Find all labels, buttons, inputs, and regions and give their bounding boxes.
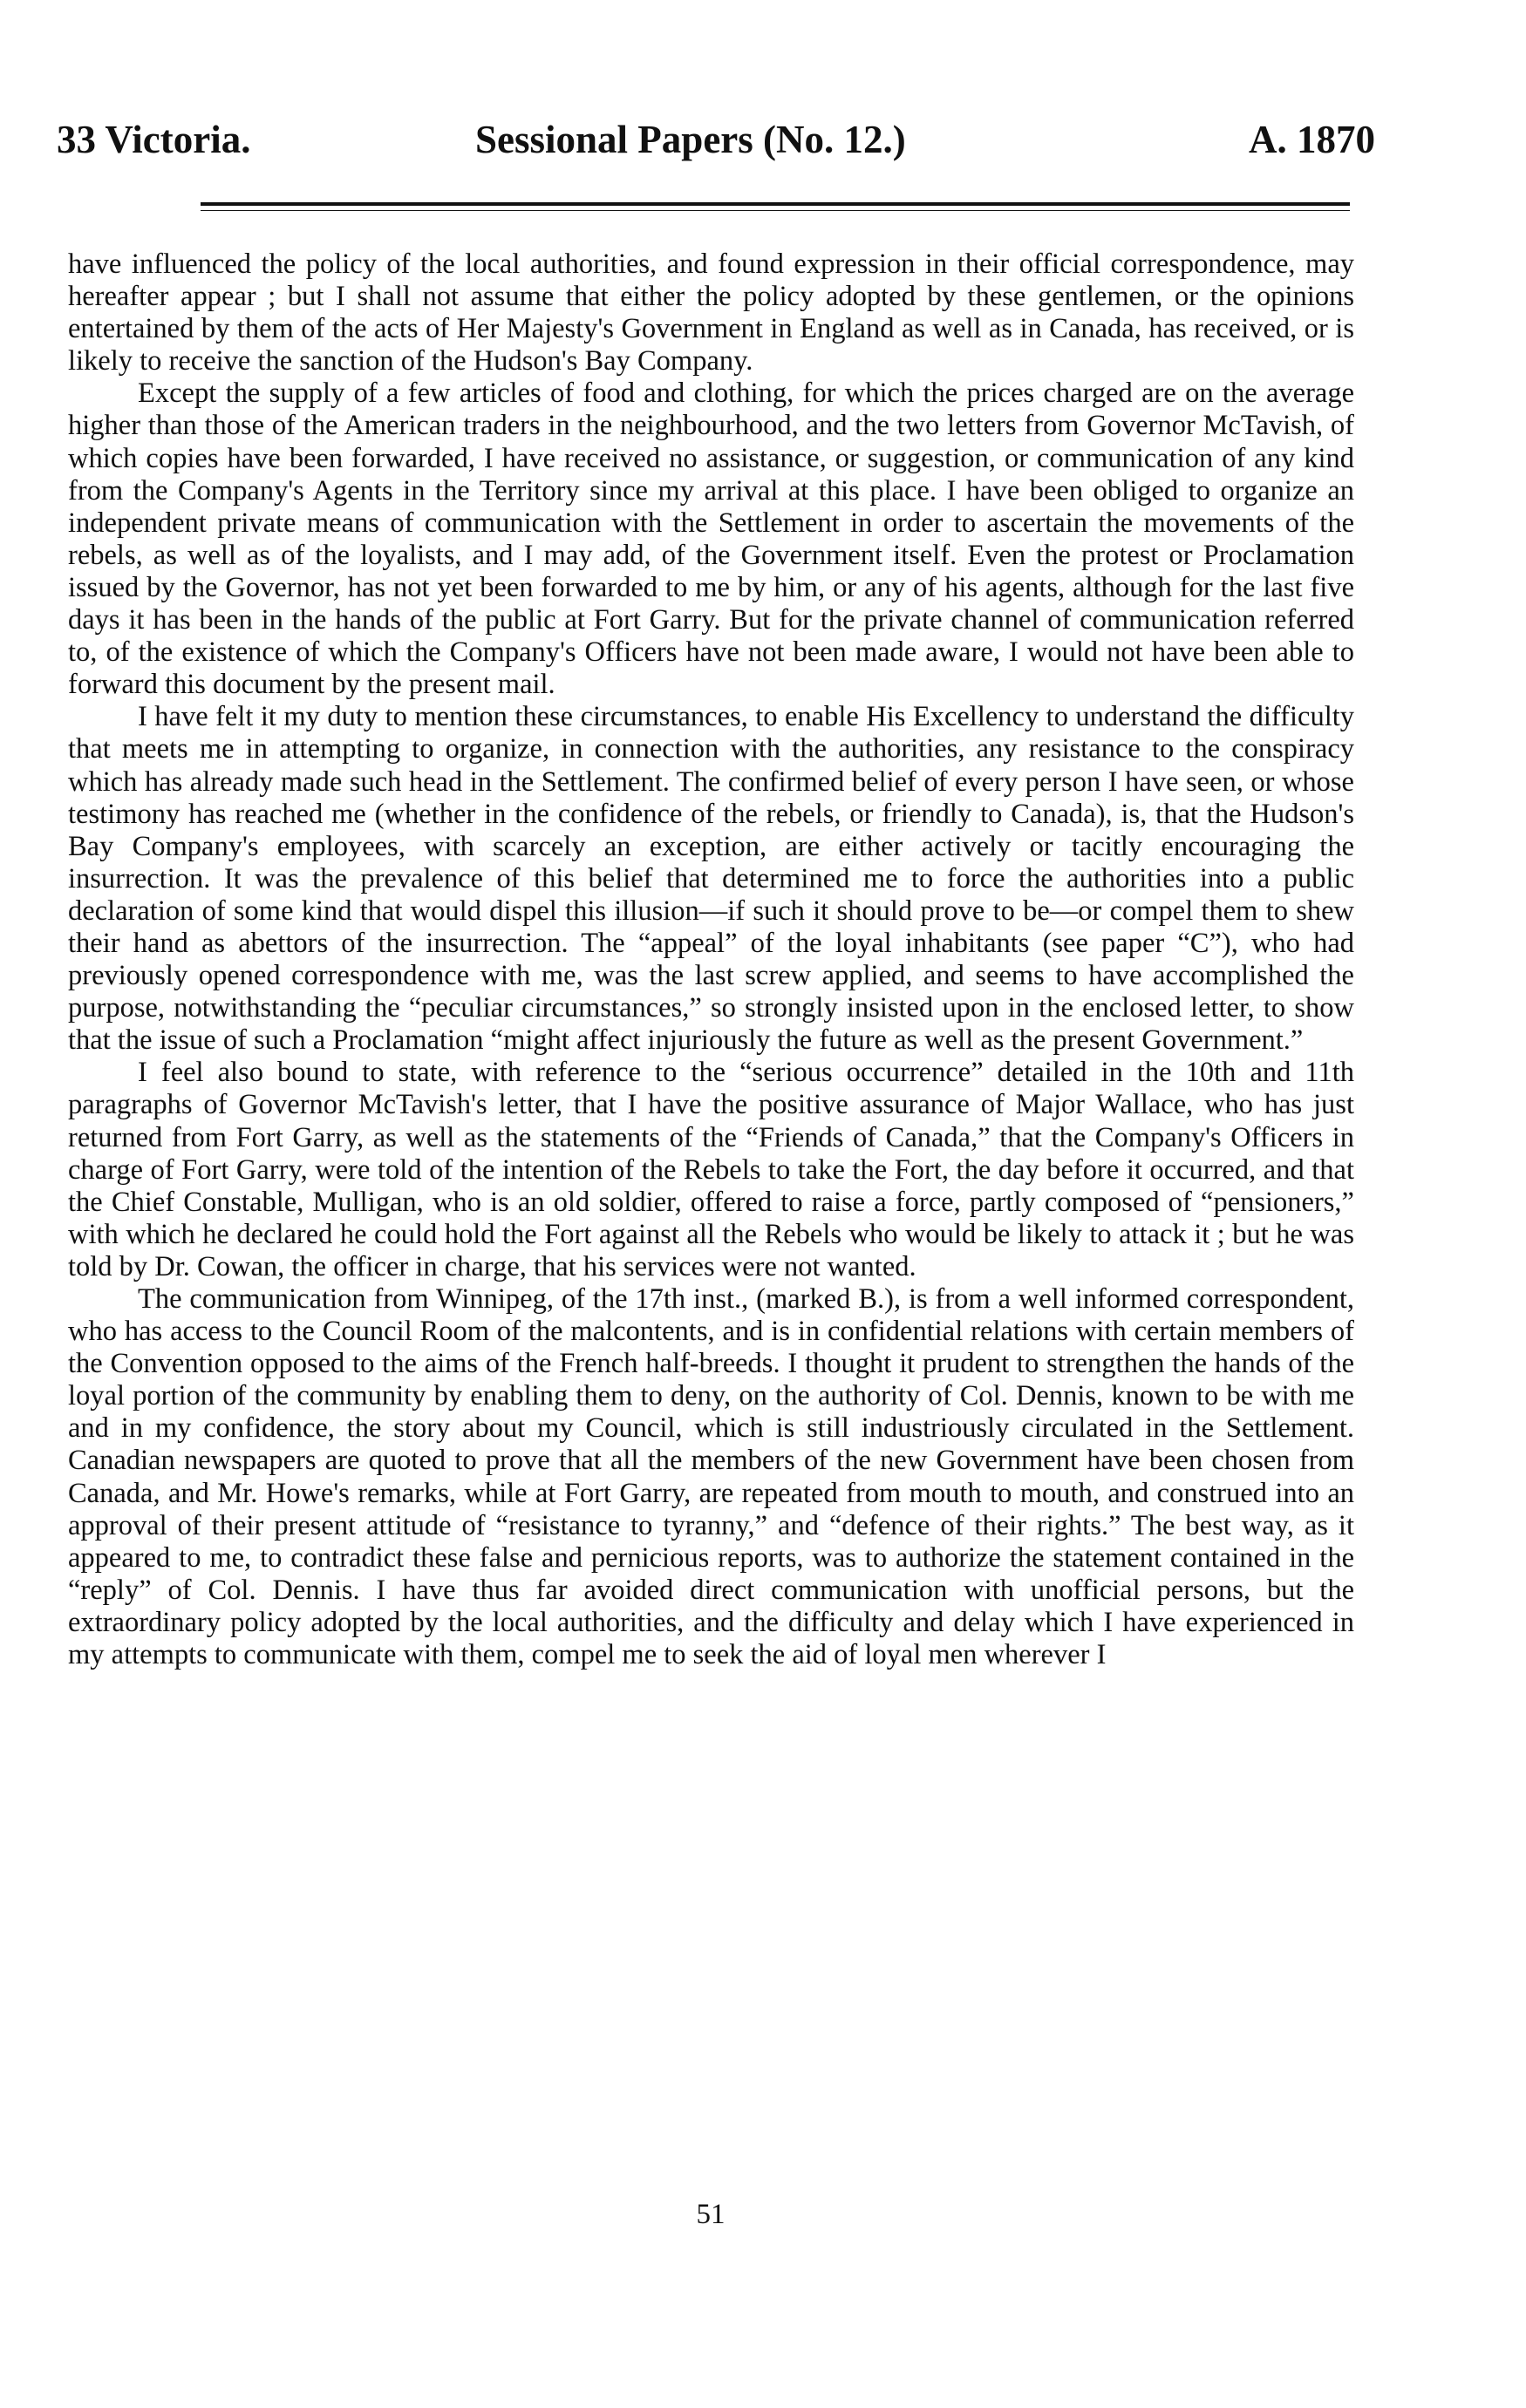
paragraph-2: Except the supply of a few articles of food and clothing, for which the prices charged are on the average higher than those of the American traders in the neighbourhood, and the two letters from Governor McTavish, of which copies have been forwarded, I have received no assistance, or suggestion, or communication of any kind from the Company's Agents in the Territory since my arrival at this place. I have been obliged to organize an independent private means of communication with the Settlement in order to ascertain the movements of the rebels, as well as of the loyalists, and I may add, of the Government itself. Even the protest or Proclamation issued by the Governor, has not yet been forwarded to me by him, or any of his agents, although for the last five days it has been in the hands of the public at Fort Garry. But for the private channel of communication referred to, of the existence of which the Company's Officers have not been made aware, I would not have been able to forward this document by the present mail. [68, 378, 1354, 701]
header-volume: 33 Victoria. [57, 118, 251, 161]
page-number: 51 [696, 2199, 726, 2230]
paragraph-1: have influenced the policy of the local authorities, and found expression in their official correspondence, may hereafter appear ; but I shall not assume that either the policy adopted by these gentlemen, or the opinions entertained by them of the acts of Her Majesty's Government in England as well as in Canada, has received, or is likely to receive the sanction of the Hudson's Bay Company. [68, 248, 1354, 378]
header-title: Sessional Papers (No. 12.) [475, 118, 906, 161]
header-rule-thick [201, 202, 1350, 206]
paragraph-4: I feel also bound to state, with reference to the “serious occurrence” detailed in the 10th and 11th paragraphs of Governor McTavish's letter, that I have the positive assurance of Major Wallace, who has just returned from Fort Garry, as well as the statements of the “Friends of Canada,” that the Company's Officers in charge of Fort Garry, were told of the intention of the Rebels to take the Fort, the day before it occurred, and that the Chief Constable, Mulligan, who is an old soldier, offered to raise a force, partly composed of “pensioners,” with which he declared he could hold the Fort against all the Rebels who would be likely to attack it ; but he was told by Dr. Cowan, the officer in charge, that his services were not wanted. [68, 1057, 1354, 1282]
header-year: A. 1870 [1249, 118, 1375, 161]
header-rule [201, 202, 1350, 220]
running-header [57, 113, 1375, 166]
header-rule-thin [201, 210, 1350, 211]
paragraph-5: The communication from Winnipeg, of the 17th inst., (marked B.), is from a well informed correspondent, who has access to the Council Room of the malcontents, and is in confidential relations with certain members of the Convention opposed to the aims of the French half-breeds. I thought it prudent to strengthen the hands of the loyal portion of the community by enabling them to deny, on the authority of Col. Dennis, known to be with me and in my confidence, the story about my Council, which is still industriously circulated in the Settlement. Canadian newspapers are quoted to prove that all the members of the new Government have been chosen from Canada, and Mr. Howe's remarks, while at Fort Garry, are repeated from mouth to mouth, and construed into an approval of their present attitude of “resistance to tyranny,” and “defence of their rights.” The best way, as it appeared to me, to contradict these false and pernicious reports, was to authorize the statement contained in the “reply” of Col. Dennis. I have thus far avoided direct communication with unofficial persons, but the extraordinary policy adopted by the local authorities, and the difficulty and delay which I have experienced in my attempts to communicate with them, compel me to seek the aid of loyal men wherever I [68, 1283, 1354, 1671]
body-text [68, 248, 1354, 1671]
paragraph-3: I have felt it my duty to mention these circumstances, to enable His Excellency to understand the difficulty that meets me in attempting to organize, in connection with the authorities, any resistance to the conspiracy which has already made such head in the Settlement. The confirmed belief of every person I have seen, or whose testimony has reached me (whether in the confidence of the rebels, or friendly to Canada), is, that the Hudson's Bay Company's employees, with scarcely an exception, are either actively or tacitly encouraging the insurrection. It was the prevalence of this belief that determined me to force the authorities into a public declaration of some kind that would dispel this illusion—if such it should prove to be—or compel them to shew their hand as abettors of the insurrection. The “appeal” of the loyal inhabitants (see paper “C”), who had previously opened correspondence with me, was the last screw applied, and seems to have accomplished the purpose, notwithstanding the “peculiar circumstances,” so strongly insisted upon in the enclosed letter, to show that the issue of such a Proclamation “might affect injuriously the future as well as the present Government.” [68, 701, 1354, 1057]
